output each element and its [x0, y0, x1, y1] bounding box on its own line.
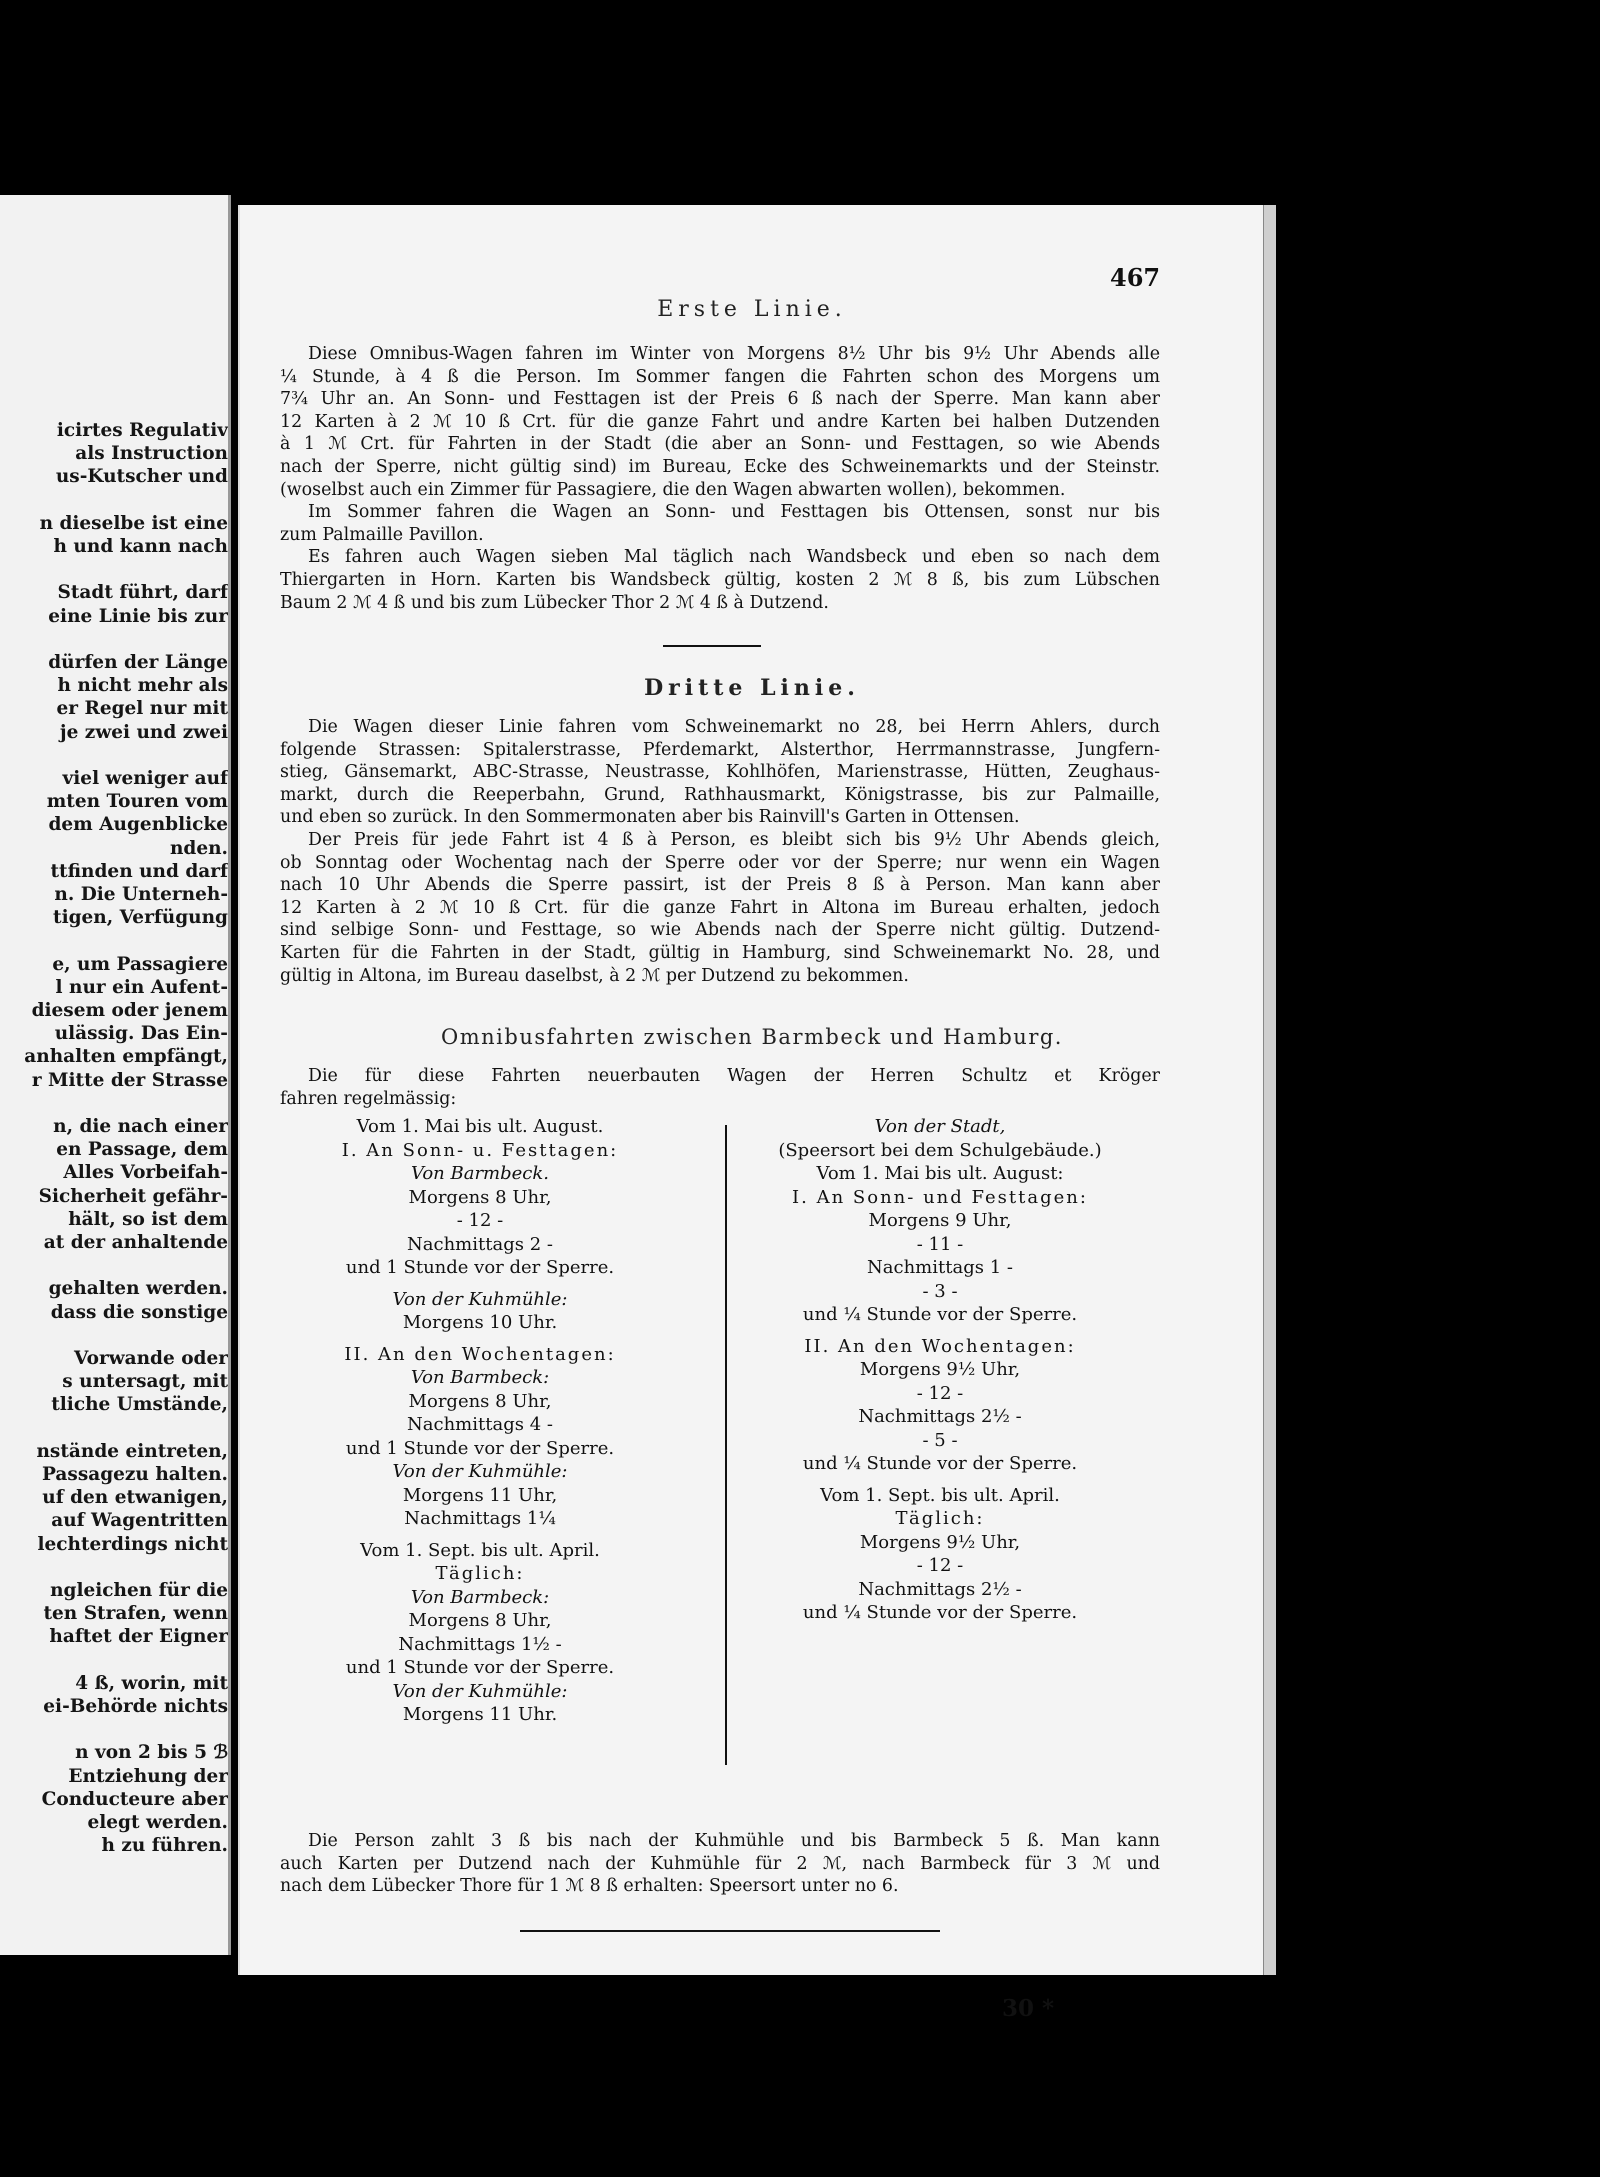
- left-page-text-fragment: gehalten werden.: [48, 1278, 228, 1300]
- schedule-line: Nachmittags 2½ -: [858, 1578, 1022, 1600]
- left-page-text-fragment: tigen, Verfügung: [53, 907, 228, 929]
- schedule-line: Nachmittags 2 -: [407, 1233, 553, 1255]
- paragraph-line: fahren regelmässig:: [280, 1088, 457, 1109]
- schedule-line: Morgens 8 Uhr,: [408, 1186, 552, 1208]
- schedule-line: Von Barmbeck.: [410, 1163, 549, 1184]
- left-page-text-fragment: at der anhaltende: [43, 1232, 228, 1253]
- left-page-text-fragment: dem Augenblicke: [48, 814, 228, 836]
- schedule-left-column: [290, 1115, 670, 1727]
- schedule-line: Von Barmbeck:: [410, 1367, 550, 1388]
- paragraph-line: nach der Sperre, nicht gültig sind) im Bureau, Ecke des Schweinemarkts und der Steinstr.: [280, 456, 1160, 477]
- column-divider: [725, 1125, 727, 1765]
- left-page-text-fragment: tliche Umstände,: [51, 1394, 228, 1416]
- left-page-text-fragment: ten Strafen, wenn: [43, 1603, 228, 1625]
- paragraph-line: Im Sommer fahren die Wagen an Sonn- und Festtagen bis Ottensen, sonst nur bis: [308, 502, 1160, 523]
- end-rule: [520, 1930, 940, 1932]
- schedule-line: Von der Kuhmühle:: [392, 1680, 568, 1702]
- left-page-text-fragment: l nur ein Aufent-: [55, 976, 228, 998]
- left-page-text-fragment: Vorwande oder: [73, 1348, 228, 1369]
- left-page-text-fragment: mten Touren vom: [46, 791, 228, 813]
- schedule-line: Morgens 10 Uhr.: [402, 1312, 558, 1333]
- schedule-line: Vom 1. Mai bis ult. August:: [816, 1163, 1064, 1184]
- left-page-text-fragment: icirtes Regulativ: [56, 420, 228, 441]
- left-page-text-fragment: uf den etwanigen,: [42, 1487, 228, 1509]
- left-page-text-fragment: nden.: [169, 837, 228, 859]
- schedule-line: Morgens 8 Uhr,: [408, 1390, 552, 1412]
- schedule-line: Morgens 9½ Uhr,: [859, 1531, 1021, 1553]
- left-page-text-fragment: h und kann nach: [53, 536, 228, 557]
- left-facing-page: [0, 195, 231, 1955]
- schedule-right-column: [740, 1115, 1140, 1625]
- paragraph-line: ob Sonntag oder Wochentag nach der Sperre oder vor der Sperre; nur wenn ein Wagen: [280, 852, 1160, 873]
- schedule-line: Nachmittags 2½ -: [858, 1406, 1022, 1427]
- paragraph-line: markt, durch die Reeperbahn, Grund, Rathhausmarkt, Königstrasse, bis zur Palmaille,: [280, 784, 1160, 805]
- schedule-line: und 1 Stunde vor der Sperre.: [345, 1657, 615, 1678]
- left-page-text-fragment: Entziehung der: [68, 1765, 228, 1787]
- left-page-text-fragment: e, um Passagiere: [52, 953, 228, 975]
- paragraph-line: Karten für die Fahrten in der Stadt, gültig in Hamburg, sind Schweinemarkt No. 28, und: [280, 942, 1160, 963]
- left-page-text-fragment: lechterdings nicht: [37, 1533, 228, 1555]
- schedule-line: Von der Stadt,: [874, 1116, 1006, 1137]
- left-page-text-fragment: eine Linie bis zur: [48, 605, 228, 627]
- paragraph-line: zum Palmaille Pavillon.: [280, 524, 484, 545]
- schedule-line: Täglich:: [435, 1563, 525, 1584]
- left-page-text-fragment: elegt werden.: [87, 1812, 228, 1833]
- left-page-text-fragment: ei-Behörde nichts: [43, 1696, 228, 1717]
- schedule-line: Von der Kuhmühle:: [392, 1461, 568, 1482]
- left-page-text-fragment: hält, so ist dem: [68, 1208, 228, 1230]
- left-page-text-fragment: Stadt führt, darf: [57, 582, 228, 604]
- paragraph-line: Diese Omnibus-Wagen fahren im Winter von Morgens 8½ Uhr bis 9½ Uhr Abends alle: [308, 344, 1160, 364]
- paragraph-line: auch Karten per Dutzend nach der Kuhmühle für 2 ℳ, nach Barmbeck für 3 ℳ und: [280, 1853, 1160, 1874]
- left-page-text-fragment: dürfen der Länge: [48, 652, 228, 673]
- schedule-line: (Speersort bei dem Schulgebäude.): [778, 1139, 1102, 1161]
- left-page-text-fragment: er Regel nur mit: [56, 698, 228, 720]
- page-number: 467: [1110, 263, 1161, 292]
- schedule-line: II. An den Wochentagen:: [804, 1335, 1076, 1357]
- left-page-text-fragment: s untersagt, mit: [62, 1371, 228, 1393]
- schedule-line: und 1 Stunde vor der Sperre.: [345, 1257, 615, 1278]
- paragraph-line: 12 Karten à 2 ℳ 10 ß Crt. für die ganze Fahrt und andre Karten bei halben Dutzenden: [280, 411, 1160, 432]
- heading-dritte-linie: Dritte Linie.: [644, 675, 860, 701]
- left-page-text-fragment: h zu führen.: [101, 1835, 228, 1857]
- left-page-text-fragment: auf Wagentritten: [51, 1510, 228, 1532]
- paragraph-barmbeck-intro: [280, 1065, 1160, 1110]
- schedule-line: Morgens 9½ Uhr,: [859, 1359, 1021, 1380]
- schedule-line: und ¼ Stunde vor der Sperre.: [802, 1602, 1078, 1623]
- schedule-line: Morgens 8 Uhr,: [408, 1610, 552, 1631]
- schedule-line: Morgens 11 Uhr.: [402, 1704, 558, 1725]
- schedule-line: Nachmittags 1¼: [404, 1508, 556, 1529]
- right-page: [238, 205, 1264, 2022]
- paragraph-line: Thiergarten in Horn. Karten bis Wandsbeck gültig, kosten 2 ℳ 8 ß, bis zum Lübschen: [280, 569, 1160, 590]
- left-page-text-fragment: n. Die Unterneh-: [54, 884, 228, 905]
- heading-barmbeck: Omnibusfahrten zwischen Barmbeck und Hamburg.: [441, 1025, 1063, 1049]
- schedule-line: Von der Kuhmühle:: [392, 1288, 568, 1310]
- paragraph-line: Die für diese Fahrten neuerbauten Wagen der Herren Schultz et Kröger: [308, 1066, 1160, 1086]
- schedule-line: und 1 Stunde vor der Sperre.: [345, 1437, 615, 1459]
- schedule-line: Von Barmbeck:: [410, 1586, 550, 1608]
- schedule-line: - 3 -: [922, 1280, 958, 1302]
- paragraph-line: 7¾ Uhr an. An Sonn- und Festtagen ist der Preis 6 ß nach der Sperre. Man kann aber: [280, 389, 1160, 410]
- schedule-line: Täglich:: [895, 1508, 985, 1529]
- signature-mark: 30 *: [1002, 1995, 1055, 2022]
- left-page-text-fragment: Alles Vorbeifah-: [63, 1162, 228, 1184]
- left-page-text-fragment: n dieselbe ist eine: [39, 512, 228, 534]
- left-page-text-fragment: 4 ß, worin, mit: [75, 1672, 228, 1694]
- left-page-text-fragment: Passagezu halten.: [42, 1464, 228, 1485]
- paragraph-dritte-linie: [280, 716, 1160, 987]
- paragraph-line: folgende Strassen: Spitalerstrasse, Pferdemarkt, Alsterthor, Herrmannstrasse, Jungfern-: [280, 739, 1160, 760]
- schedule-line: Vom 1. Sept. bis ult. April.: [820, 1484, 1060, 1506]
- left-page-text-fragment: nstände eintreten,: [36, 1440, 228, 1462]
- schedule-line: - 12 -: [456, 1210, 504, 1231]
- paragraph-barmbeck-closing: [280, 1830, 1160, 1898]
- schedule-line: I. An Sonn- und Festtagen:: [792, 1186, 1088, 1208]
- paragraph-line: nach dem Lübecker Thore für 1 ℳ 8 ß erhalten: Speersort unter no 6.: [280, 1876, 899, 1897]
- schedule-line: Vom 1. Mai bis ult. August.: [356, 1116, 604, 1137]
- paragraph-line: Es fahren auch Wagen sieben Mal täglich nach Wandsbeck und eben so nach dem: [308, 547, 1160, 568]
- paragraph-line: Der Preis für jede Fahrt ist 4 ß à Person, es bleibt sich bis 9½ Uhr Abends gleich,: [308, 829, 1160, 850]
- section-divider: [663, 645, 761, 647]
- schedule-line: Morgens 11 Uhr,: [402, 1484, 558, 1506]
- paragraph-line: Die Wagen dieser Linie fahren vom Schweinemarkt no 28, bei Herrn Ahlers, durch: [308, 717, 1160, 737]
- schedule-line: Vom 1. Sept. bis ult. April.: [360, 1539, 600, 1561]
- schedule-line: - 12 -: [916, 1555, 964, 1576]
- schedule-line: Nachmittags 1½ -: [398, 1633, 562, 1655]
- paragraph-line: und eben so zurück. In den Sommermonaten aber bis Rainvill's Garten in Ottensen.: [280, 807, 1020, 828]
- schedule-line: - 12 -: [916, 1382, 964, 1404]
- paragraph-line: Baum 2 ℳ 4 ß und bis zum Lübecker Thor 2 ℳ 4 ß à Dutzend.: [280, 592, 829, 613]
- left-page-text-fragment: n von 2 bis 5 ℬ: [75, 1742, 228, 1764]
- schedule-line: Nachmittags 4 -: [407, 1414, 553, 1435]
- schedule-line: Morgens 9 Uhr,: [868, 1210, 1012, 1231]
- schedule-line: Nachmittags 1 -: [867, 1257, 1013, 1278]
- left-page-text-fragment: us-Kutscher und: [55, 466, 228, 488]
- left-page-text-fragment: viel weniger auf: [62, 768, 228, 789]
- paragraph-line: gültig in Altona, im Bureau daselbst, à 2 ℳ per Dutzend zu bekommen.: [280, 965, 909, 986]
- schedule-line: - 11 -: [916, 1233, 964, 1255]
- left-page-text-fragment: Conducteure aber: [41, 1788, 228, 1810]
- left-page-text-fragment: dass die sonstige: [50, 1301, 228, 1323]
- paragraph-line: stieg, Gänsemarkt, ABC-Strasse, Neustrasse, Kohlhöfen, Marienstrasse, Hütten, Zeughaus-: [280, 762, 1160, 783]
- left-page-text-fragment: h nicht mehr als: [57, 675, 228, 697]
- left-page-text-fragment: Sicherheit gefähr-: [38, 1185, 228, 1207]
- schedule-line: und ¼ Stunde vor der Sperre.: [802, 1304, 1078, 1325]
- left-page-text-fragment: ngleichen für die: [50, 1580, 228, 1601]
- paragraph-erste-linie: [280, 343, 1160, 614]
- paragraph-line: nach 10 Uhr Abends die Sperre passirt, ist der Preis 8 ß à Person. Man kann aber: [280, 875, 1160, 896]
- left-page-text-fragment: r Mitte der Strasse: [31, 1069, 228, 1091]
- left-page-text-fragment: anhalten empfängt,: [24, 1046, 228, 1068]
- schedule-line: und ¼ Stunde vor der Sperre.: [802, 1453, 1078, 1474]
- heading-erste-linie: Erste Linie.: [657, 297, 847, 322]
- left-page-text-fragment: ulässig. Das Ein-: [54, 1023, 228, 1045]
- schedule-line: - 5 -: [922, 1429, 958, 1451]
- paragraph-line: à 1 ℳ Crt. für Fahrten in der Stadt (die aber an Sonn- und Festtagen, so wie Abends: [280, 434, 1160, 455]
- left-page-text-fragment: als Instruction: [75, 443, 228, 465]
- paragraph-line: 12 Karten à 2 ℳ 10 ß Crt. für die ganze Fahrt in Altona im Bureau erhalten, jedoch: [280, 897, 1160, 918]
- left-page-text-fragment: haftet der Eigner: [49, 1626, 228, 1648]
- left-page-text-fragment: diesem oder jenem: [31, 1000, 228, 1021]
- paragraph-line: ¼ Stunde, à 4 ß die Person. Im Sommer fangen die Fahrten schon des Morgens um: [280, 366, 1160, 387]
- left-page-text-fragment: je zwei und zwei: [59, 721, 228, 743]
- paragraph-line: sind selbige Sonn- und Festtage, so wie Abends nach der Sperre nicht gültig. Dutzend-: [280, 920, 1160, 941]
- schedule-line: II. An den Wochentagen:: [344, 1343, 616, 1365]
- left-page-text-fragment: en Passage, dem: [56, 1139, 228, 1161]
- paragraph-line: (woselbst auch ein Zimmer für Passagiere, die den Wagen abwarten wollen), bekommen.: [280, 479, 1066, 500]
- left-page-text-fragment: ttfinden und darf: [50, 860, 228, 882]
- left-page-text-fragment: n, die nach einer: [53, 1116, 228, 1137]
- paragraph-line: Die Person zahlt 3 ß bis nach der Kuhmühle und bis Barmbeck 5 ß. Man kann: [308, 1831, 1160, 1851]
- schedule-line: I. An Sonn- u. Festtagen:: [341, 1139, 619, 1161]
